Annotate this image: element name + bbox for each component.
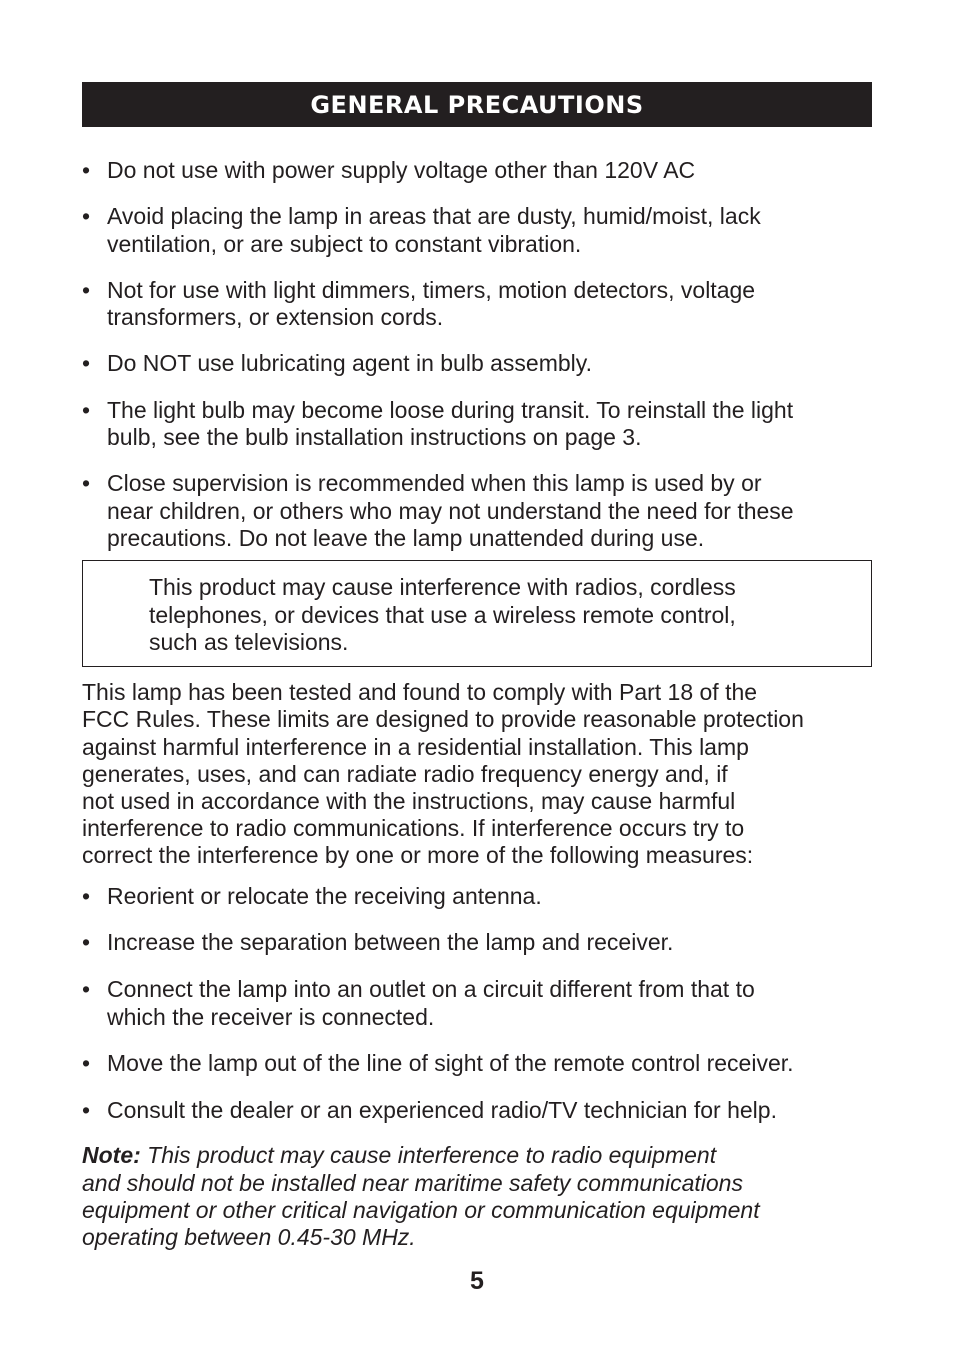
list-item-text: transformers, or extension cords. bbox=[107, 304, 444, 331]
paragraph-line: interference to radio communications. If interference occurs try to bbox=[82, 815, 745, 842]
interference-notice-box bbox=[82, 560, 872, 667]
list-item-text: Do not use with power supply voltage other than 120V AC bbox=[107, 157, 696, 183]
list-item-text: Not for use with light dimmers, timers, motion detectors, voltage bbox=[107, 276, 756, 303]
bullet-glyph: • bbox=[82, 1097, 91, 1124]
note-line: equipment or other critical navigation or communication equipment bbox=[82, 1196, 760, 1223]
list-item bbox=[82, 1097, 872, 1124]
list-item-text: The light bulb may become loose during transit. To reinstall the light bbox=[107, 396, 794, 423]
list-item-text: Avoid placing the lamp in areas that are dusty, humid/moist, lack bbox=[107, 203, 761, 230]
list-item bbox=[82, 277, 872, 332]
list-item-text: Increase the separation between the lamp and receiver. bbox=[107, 929, 674, 956]
bullet-glyph: • bbox=[82, 976, 91, 1003]
manual-page bbox=[82, 82, 872, 1251]
section-header-bar bbox=[82, 82, 872, 127]
paragraph-line: FCC Rules. These limits are designed to provide reasonable protection bbox=[82, 706, 804, 733]
bullet-glyph: • bbox=[82, 203, 91, 230]
list-item-text: ventilation, or are subject to constant vibration. bbox=[107, 230, 582, 257]
list-item bbox=[82, 397, 872, 452]
paragraph-line: This lamp has been tested and found to comply with Part 18 of the bbox=[82, 679, 758, 706]
page-number: 5 bbox=[470, 1267, 484, 1295]
maritime-note bbox=[82, 1142, 872, 1251]
list-item bbox=[82, 1050, 872, 1077]
notice-line: telephones, or devices that use a wireless remote control, bbox=[149, 601, 736, 628]
section-title: GENERAL PRECAUTIONS bbox=[310, 90, 644, 119]
bullet-glyph: • bbox=[82, 929, 91, 956]
list-item bbox=[82, 203, 872, 258]
list-item-text: Connect the lamp into an outlet on a circuit different from that to bbox=[107, 976, 755, 1003]
precautions-list bbox=[82, 157, 872, 552]
note-line: This product may cause interference to radio equipment bbox=[140, 1142, 717, 1169]
list-item bbox=[82, 157, 872, 184]
fcc-compliance-paragraph bbox=[82, 679, 872, 869]
paragraph-line: not used in accordance with the instructions, may cause harmful bbox=[82, 788, 736, 815]
list-item-text: Move the lamp out of the line of sight of the remote control receiver. bbox=[107, 1050, 794, 1077]
paragraph-line: against harmful interference in a residential installation. This lamp bbox=[82, 733, 749, 760]
paragraph-line: generates, uses, and can radiate radio frequency energy and, if bbox=[82, 760, 728, 787]
bullet-glyph: • bbox=[82, 882, 91, 909]
bullet-glyph: • bbox=[82, 276, 91, 303]
notice-line: This product may cause interference with radios, cordless bbox=[149, 574, 736, 601]
list-item bbox=[82, 976, 872, 1031]
bullet-glyph: • bbox=[82, 350, 91, 377]
list-item-text: Do NOT use lubricating agent in bulb assembly. bbox=[107, 350, 592, 377]
note-line: operating between 0.45-30 MHz. bbox=[82, 1224, 416, 1251]
bullet-glyph: • bbox=[82, 1050, 91, 1077]
notice-line: such as televisions. bbox=[149, 628, 349, 655]
interference-measures-list bbox=[82, 883, 872, 1125]
list-item-text: near children, or others who may not understand the need for these bbox=[107, 497, 794, 524]
list-item-text: Reorient or relocate the receiving antenna. bbox=[107, 882, 542, 909]
bullet-glyph: • bbox=[82, 470, 91, 497]
list-item bbox=[82, 350, 872, 377]
list-item-text: which the receiver is connected. bbox=[107, 1003, 435, 1030]
list-item-text: Consult the dealer or an experienced radio/TV technician for help. bbox=[107, 1097, 777, 1124]
note-line: and should not be installed near maritime safety communications bbox=[82, 1169, 743, 1196]
list-item bbox=[82, 883, 872, 910]
bullet-glyph: • bbox=[82, 396, 91, 423]
list-item bbox=[82, 470, 872, 552]
list-item-text: bulb, see the bulb installation instructions on page 3. bbox=[107, 424, 642, 451]
note-label: Note: bbox=[82, 1142, 141, 1169]
list-item bbox=[82, 929, 872, 956]
paragraph-line: correct the interference by one or more of the following measures: bbox=[82, 842, 754, 869]
list-item-text: Close supervision is recommended when this lamp is used by or bbox=[107, 470, 762, 497]
bullet-glyph: • bbox=[82, 157, 91, 183]
list-item-text: precautions. Do not leave the lamp unattended during use. bbox=[107, 524, 705, 551]
